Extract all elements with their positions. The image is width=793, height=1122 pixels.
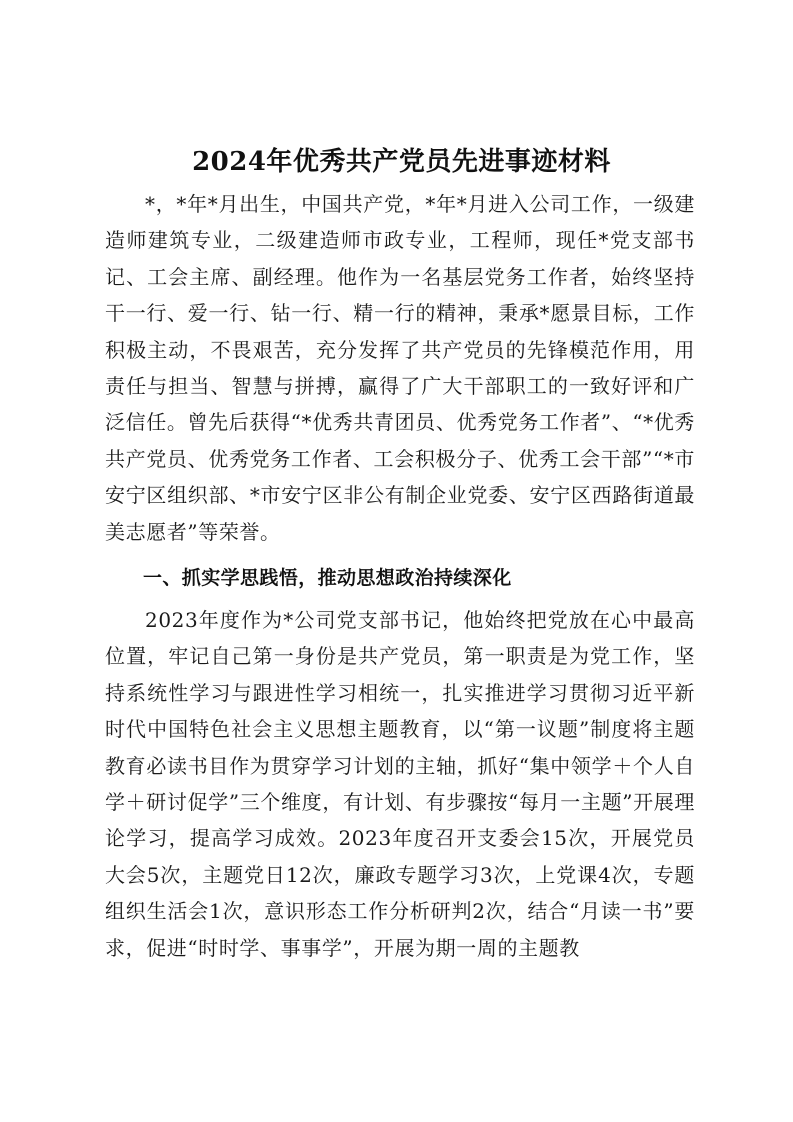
intro-paragraph: *，*年*月出生，中国共产党，*年*月进入公司工作，一级建造师建筑专业，二级建造师市政专业，工程师，现任*党支部书记、工会主席、副经理。他作为一名基层党务工作者，始终坚持干一行、爱一行、钻一行、精一行的精神，秉承*愿景目标，工作积极主动，不畏艰苦，充分发挥了共产党员的先锋模范作用，用责任与担当、智慧与拼搏，赢得了广大干部职工的一致好评和广泛信任。曾先后获得“*优秀共青团员、优秀党务工作者”、“*优秀共产党员、优秀党务工作者、工会积极分子、优秀工会干部”“*市安宁区组织部、*市安宁区非公有制企业党委、安宁区西路街道最美志愿者”等荣誉。 bbox=[105, 192, 695, 544]
body-paragraph: 2023年度作为*公司党支部书记，他始终把党放在心中最高位置，牢记自己第一身份是共产党员，第一职责是为党工作，坚持系统性学习与跟进性学习相统一，扎实推进学习贯彻习近平新时代中国特色社会主义思想主题教育，以“第一议题”制度将主题教育必读书目作为贯穿学习计划的主轴，抓好“集中领学＋个人自学＋研讨促学”三个维度，有计划、有步骤按“每月一主题”开展理论学习，提高学习成效。2023年度召开支委会15次，开展党员大会5次，主题党日12次，廉政专题学习3次，上党课4次，专题组织生活会1次，意识形态工作分析研判2次，结合“月读一书”要求，促进“时时学、事事学”，开展为期一周的主题教 bbox=[105, 608, 695, 960]
document-title: 2024年优秀共产党员先进事迹材料 bbox=[192, 147, 611, 177]
section-heading: 一、抓实学思践悟，推动思想政治持续深化 bbox=[143, 567, 512, 589]
